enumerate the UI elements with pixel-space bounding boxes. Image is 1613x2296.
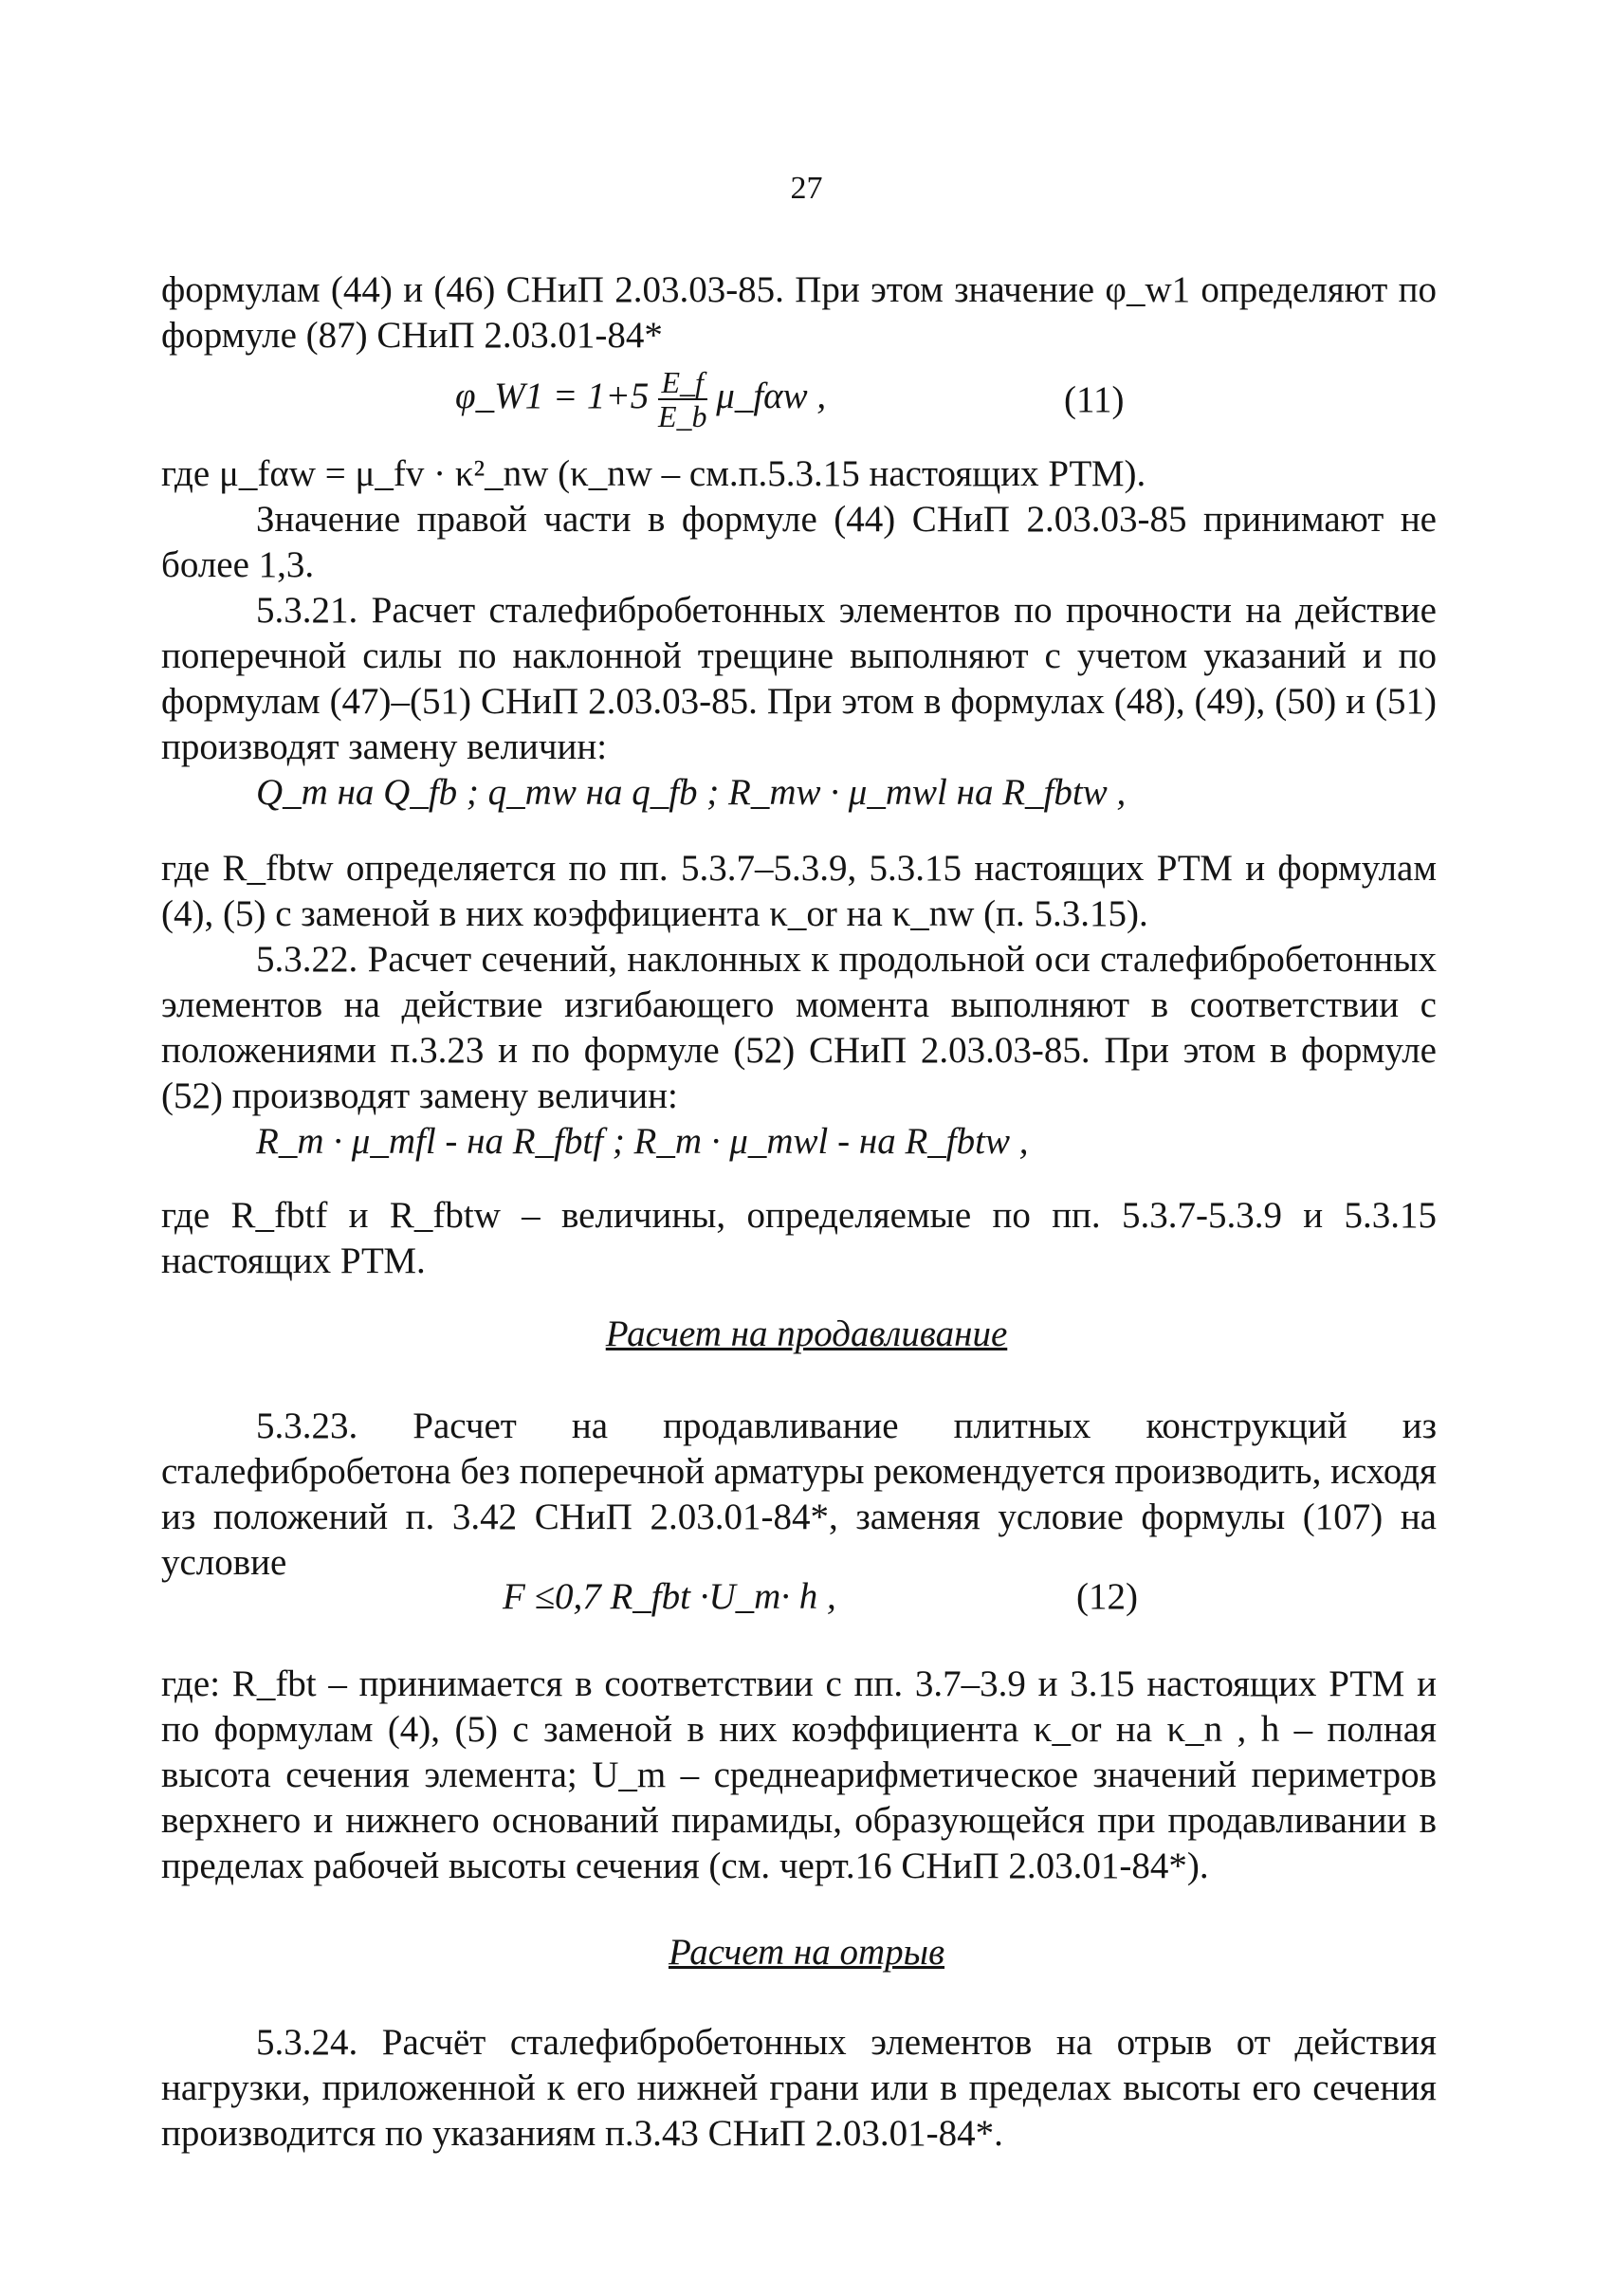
paragraph-5-3-21: 5.3.21. Расчет сталефибробетонных элементов по прочности на действие поперечной силы по наклонной трещине выполняют с учетом указаний и по формулам (47)–(51) СНиП 2.03.03-85. При этом в формулах (48), (49), (50) и (51) производят замену величин:: [161, 590, 1437, 767]
replacement-line-2: R_m · μ_mfl - на R_fbtf ; R_m · μ_mwl - на R_fbtw ,: [256, 1121, 1029, 1162]
formula-12-label: (12): [1076, 1576, 1138, 1617]
paragraph-5-3-23: 5.3.23. Расчет на продавливание плитных конструкций из сталефибробетона без поперечной арматуры рекомендуется производить, исходя из положений п. 3.42 СНиП 2.03.01-84*, заменяя условие формулы (107) на условие: [161, 1405, 1437, 1583]
paragraph-5-3-24: 5.3.24. Расчёт сталефибробетонных элементов на отрыв от действия нагрузки, приложенной к его нижней грани или в пределах высоты его сечения производится по указаниям п.3.43 СНиП 2.03.01-84*.: [161, 2022, 1437, 2154]
formula-11-fraction: [658, 366, 707, 432]
formula-11-label: (11): [1064, 379, 1125, 420]
paragraph-intro: формулам (44) и (46) СНиП 2.03.03-85. При этом значение φ_w1 определяют по формуле (87) СНиП 2.03.01-84*: [161, 269, 1437, 356]
page-number: 27: [790, 171, 823, 206]
formula-11-denominator: E_b: [657, 399, 707, 433]
paragraph-right-part: Значение правой части в формуле (44) СНиП 2.03.03-85 принимают не более 1,3.: [161, 499, 1437, 585]
where-mu-line: где μ_fαw = μ_fv · κ²_nw (κ_nw – см.п.5.3.15 настоящих РТМ).: [161, 453, 1146, 494]
formula-12: F ≤0,7 R_fbt ·U_m· h ,: [503, 1576, 836, 1617]
where-rfbtw: где R_fbtw определяется по пп. 5.3.7–5.3.9, 5.3.15 настоящих РТМ и формулам (4), (5) с заменой в них коэффициента κ_or на κ_nw (п. 5.3.15).: [161, 848, 1437, 934]
heading-punching: Расчет на продавливание: [605, 1313, 1008, 1354]
formula-11-lhs: φ_W1 = 1+5: [455, 375, 650, 416]
formula-11-numerator: E_f: [658, 366, 707, 400]
replacement-line-1: Q_m на Q_fb ; q_mw на q_fb ; R_mw · μ_mwl на R_fbtw ,: [256, 772, 1127, 813]
formula-11-rhs: μ_fαw ,: [716, 375, 827, 416]
where-rfbt: где: R_fbt – принимается в соответствии с пп. 3.7–3.9 и 3.15 настоящих РТМ и по формулам (4), (5) с заменой в них коэффициента κ_or на κ_n , h – полная высота сечения элемента; U_m – среднеарифметическое значений периметров верхнего и нижнего оснований пирамиды, образующейся при продавливании в пределах рабочей высоты сечения (см. черт.16 СНиП 2.03.01-84*).: [161, 1663, 1437, 1886]
heading-tear-off: Расчет на отрыв: [668, 1932, 945, 1973]
paragraph-5-3-22: 5.3.22. Расчет сечений, наклонных к продольной оси сталефибробетонных элементов на действие изгибающего момента выполняют в соответствии с положениями п.3.23 и по формуле (52) СНиП 2.03.03-85. При этом в формуле (52) производят замену величин:: [161, 939, 1437, 1116]
where-rfbtf: где R_fbtf и R_fbtw – величины, определяемые по пп. 5.3.7-5.3.9 и 5.3.15 настоящих РТМ.: [161, 1195, 1437, 1281]
formula-11: [455, 366, 826, 432]
